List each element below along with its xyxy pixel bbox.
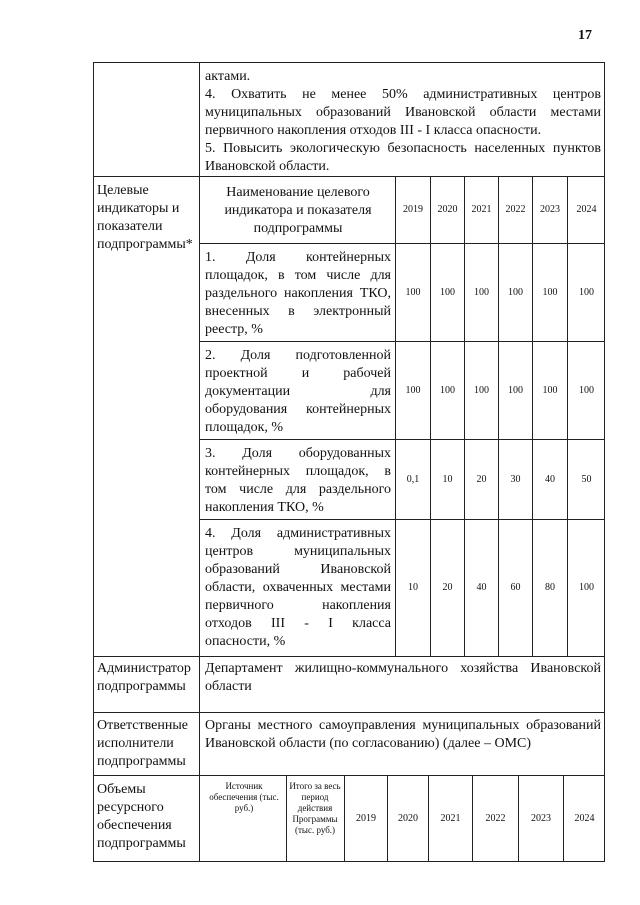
year-header: 2024 bbox=[574, 813, 595, 824]
indicator-value: 40 bbox=[476, 582, 487, 593]
indicator-value: 100 bbox=[405, 286, 421, 298]
indicator-value: 100 bbox=[542, 384, 558, 396]
indicator-value: 50 bbox=[581, 473, 592, 485]
indicator-value: 30 bbox=[510, 473, 521, 485]
year-header: 2019 bbox=[356, 813, 376, 824]
row-divider bbox=[93, 656, 605, 657]
year-header: 2024 bbox=[576, 204, 597, 215]
resources-label: Объемы ресурсного обеспечения подпрограммы bbox=[97, 782, 186, 851]
indicator-value: 100 bbox=[579, 286, 594, 298]
indicator-value: 100 bbox=[579, 384, 594, 396]
indicator-value: 10 bbox=[442, 473, 453, 485]
year-header: 2021 bbox=[440, 813, 461, 824]
indicator-1-name: 1. Доля контейнерных площадок, в том числе для раздельного накопления ТКО, внесенных в электронный реестр, % bbox=[205, 250, 391, 337]
year-header: 2021 bbox=[471, 204, 492, 215]
indicator-value: 20 bbox=[476, 473, 487, 485]
year-header: 2019 bbox=[403, 204, 423, 215]
indicator-value: 100 bbox=[508, 286, 523, 298]
year-header: 2023 bbox=[540, 204, 560, 215]
executors-label: Ответственные исполнители подпрограммы bbox=[97, 718, 188, 769]
page-number: 17 bbox=[578, 28, 592, 43]
administrator-value: Департамент жилищно-коммунального хозяйства Ивановской области bbox=[205, 661, 601, 694]
indicator-value: 40 bbox=[545, 473, 555, 485]
task-4: 4. Охватить не менее 50% административных центров муниципальных образований Ивановской области местами первичного накопления отходов III - I класса опасности. bbox=[205, 87, 601, 138]
indicator-value: 100 bbox=[474, 286, 489, 298]
executors-value: Органы местного самоуправления муниципальных образований Ивановской области (по согласованию) (далее – ОМС) bbox=[205, 718, 601, 751]
indicator-name-header: Наименование целевого индикатора и показателя подпрограммы bbox=[224, 185, 372, 236]
administrator-label: Администратор подпрограммы bbox=[97, 661, 191, 694]
indicator-2-name: 2. Доля подготовленной проектной и рабочей документации для оборудования контейнерных площадок, % bbox=[205, 348, 391, 435]
row-divider bbox=[93, 712, 605, 713]
indicator-value: 100 bbox=[405, 384, 421, 396]
indicator-value: 100 bbox=[474, 384, 489, 396]
indicator-value: 100 bbox=[440, 286, 455, 298]
indicator-value: 0,1 bbox=[406, 473, 420, 485]
year-header: 2023 bbox=[531, 813, 551, 824]
indicator-value: 10 bbox=[408, 582, 418, 593]
year-header: 2020 bbox=[437, 204, 458, 215]
year-header: 2022 bbox=[485, 813, 506, 824]
year-header: 2022 bbox=[505, 204, 526, 215]
source-header: Источник обеспечения (тыс. руб.) bbox=[209, 781, 279, 813]
indicator-value: 100 bbox=[579, 582, 594, 593]
task-5: 5. Повысить экологическую безопасность населенных пунктов Ивановской области. bbox=[205, 141, 601, 174]
indicator-value: 20 bbox=[442, 582, 453, 593]
column-divider bbox=[199, 62, 200, 862]
indicator-value: 100 bbox=[542, 286, 558, 298]
indicator-value: 60 bbox=[510, 582, 521, 593]
indicator-value: 100 bbox=[508, 384, 523, 396]
tasks-line-end: актами. bbox=[205, 69, 251, 84]
indicator-value: 100 bbox=[440, 384, 455, 396]
indicator-3-name: 3. Доля оборудованных контейнерных площадок, в том числе для раздельного накопления ТКО, % bbox=[205, 446, 391, 515]
indicators-label: Целевые индикаторы и показатели подпрограммы* bbox=[97, 183, 193, 252]
indicator-value: 80 bbox=[545, 582, 555, 593]
year-header: 2020 bbox=[398, 813, 418, 824]
indicator-4-name: 4. Доля административных центров муниципальных образований Ивановской области, охваченных местами первичного накопления отходов III - I класса опасности, % bbox=[205, 526, 391, 649]
total-header: Итого за весь период действия Программы (тыс. руб.) bbox=[289, 781, 341, 835]
